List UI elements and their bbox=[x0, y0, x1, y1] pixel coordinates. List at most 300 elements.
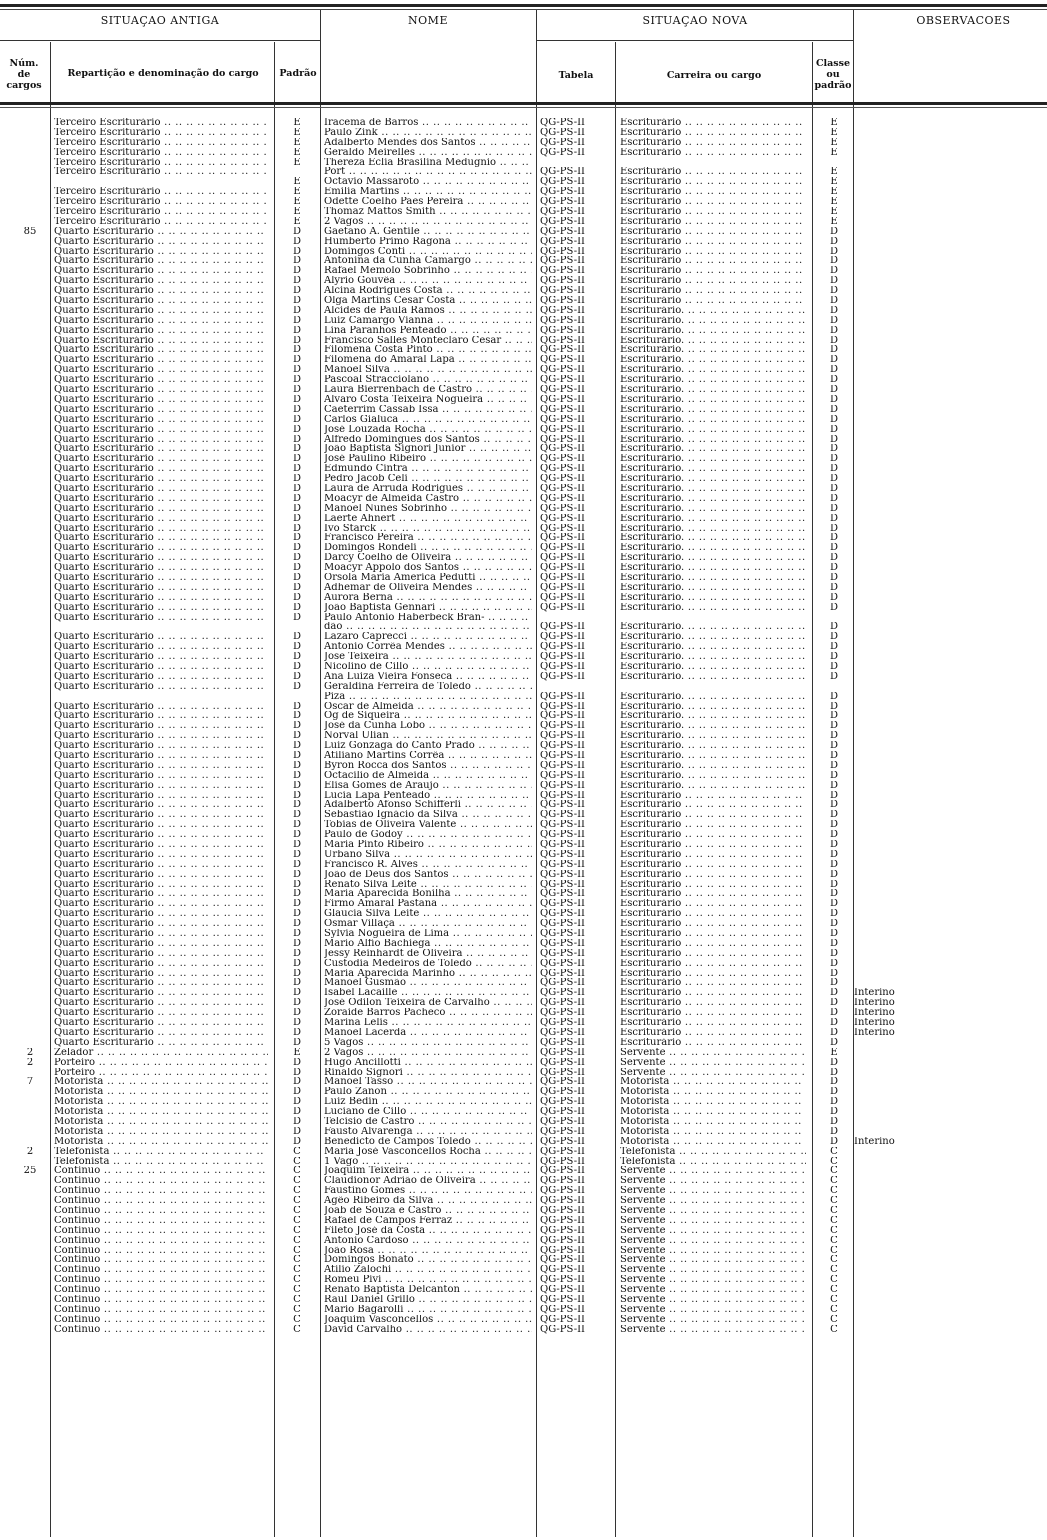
cell-classe: D bbox=[829, 701, 839, 712]
cell-nome: Rafael de Campos Ferraz .. .. bbox=[324, 1216, 532, 1226]
cell-nome: João de Deus dos Santos .. .. bbox=[324, 870, 532, 880]
header-situacao-nova: SITUAÇAO NOVA bbox=[642, 14, 748, 27]
table-row bbox=[0, 514, 1047, 524]
cell-nome: Fausto Alvarenga .. .. bbox=[324, 1127, 532, 1137]
cell-classe: D bbox=[829, 978, 839, 989]
cell-padrao: D bbox=[292, 1067, 302, 1078]
cell-tabela: QG-PS-II bbox=[540, 1196, 585, 1207]
cell-carreira: Motorista .. .. bbox=[620, 1127, 806, 1137]
table-row bbox=[0, 1058, 1047, 1068]
table-row bbox=[0, 889, 1047, 899]
cell-carreira: Escriturário .. .. bbox=[620, 256, 806, 266]
cell-cargo: Quarto Escriturário .. .. bbox=[54, 365, 268, 375]
cell-cargo: Quarto Escriturário .. .. bbox=[54, 840, 268, 850]
cell-tabela: QG-PS-II bbox=[540, 1166, 585, 1177]
cell-carreira: Escriturário .. .. bbox=[620, 800, 806, 810]
cell-nome: Gaetano A. Gentile .. .. bbox=[324, 227, 532, 237]
cell-carreira: Servente .. .. bbox=[620, 1226, 806, 1236]
cell-carreira: Escriturário. .. .. bbox=[620, 365, 806, 375]
cell-tabela: QG-PS-II bbox=[540, 691, 585, 702]
table-row bbox=[0, 563, 1047, 573]
cell-padrao: D bbox=[292, 968, 302, 979]
cell-nome: Sebastião Ignácio da Silva .. .. bbox=[324, 810, 532, 820]
cell-padrao: D bbox=[292, 236, 302, 247]
cell-cargo: Quarto Escriturário .. .. bbox=[54, 741, 268, 751]
cell-nome: Manoel Silva .. .. bbox=[324, 365, 532, 375]
cell-padrao: D bbox=[292, 355, 302, 366]
cell-padrao: D bbox=[292, 919, 302, 930]
cell-carreira: Escriturário .. .. bbox=[620, 889, 806, 899]
cell-classe: D bbox=[829, 948, 839, 959]
cell-padrao: D bbox=[292, 642, 302, 653]
cell-nome: Adalberto Mendes dos Santos .. .. bbox=[324, 138, 532, 148]
cell-nome: Alcina Rodrigues Costa .. .. bbox=[324, 286, 532, 296]
cell-cargo: Terceiro Escriturário .. .. bbox=[54, 148, 268, 158]
cell-classe: D bbox=[829, 790, 839, 801]
cell-carreira: Motorista .. .. bbox=[620, 1097, 806, 1107]
cell-tabela: QG-PS-II bbox=[540, 216, 585, 227]
cell-nome: Filomena Costa Pinto .. .. bbox=[324, 345, 532, 355]
cell-cargo: Quarto Escriturário .. .. bbox=[54, 227, 268, 237]
cell-cargo: Porteiro .. .. bbox=[54, 1058, 268, 1068]
cell-padrao: D bbox=[292, 256, 302, 267]
cell-nome: Joaquim Teixeira .. .. bbox=[324, 1166, 532, 1176]
cell-carreira: Servente .. .. bbox=[620, 1186, 806, 1196]
table-row bbox=[0, 949, 1047, 959]
table-row bbox=[0, 425, 1047, 435]
cell-padrao: C bbox=[293, 1166, 301, 1177]
cell-tabela: QG-PS-II bbox=[540, 414, 585, 425]
cell-cargo: Terceiro Escriturário .. .. bbox=[54, 197, 268, 207]
cell-cargo: Continuo .. .. bbox=[54, 1255, 268, 1265]
cell-num-cargos: 25 bbox=[23, 1166, 37, 1177]
table-row bbox=[0, 395, 1047, 405]
table-row bbox=[0, 1166, 1047, 1176]
cell-nome: Emilia Martins .. .. bbox=[324, 187, 532, 197]
cell-padrao: D bbox=[292, 286, 302, 297]
cell-classe: D bbox=[829, 671, 839, 682]
cell-classe: D bbox=[829, 355, 839, 366]
cell-tabela: QG-PS-II bbox=[540, 493, 585, 504]
cell-nome: Caeterrim Cassab Issa .. .. bbox=[324, 405, 532, 415]
cell-classe: C bbox=[830, 1235, 838, 1246]
header-divider-right bbox=[536, 40, 854, 41]
cell-padrao: E bbox=[293, 216, 301, 227]
cell-tabela: QG-PS-II bbox=[540, 1008, 585, 1019]
cell-tabela: QG-PS-II bbox=[540, 345, 585, 356]
cell-padrao: D bbox=[292, 1107, 302, 1118]
cell-tabela: QG-PS-II bbox=[540, 661, 585, 672]
table-row bbox=[0, 1176, 1047, 1186]
cell-nome: Manoel Gusmão .. .. bbox=[324, 978, 532, 988]
header-num-cargos bbox=[0, 58, 48, 91]
cell-cargo: Telefonista .. .. bbox=[54, 1157, 268, 1167]
table-row bbox=[0, 444, 1047, 454]
cell-classe: D bbox=[829, 533, 839, 544]
cell-tabela: QG-PS-II bbox=[540, 256, 585, 267]
table-row bbox=[0, 1117, 1047, 1127]
cell-carreira: Motorista .. .. bbox=[620, 1107, 806, 1117]
cell-cargo: Motorista .. .. bbox=[54, 1107, 268, 1117]
cell-classe: D bbox=[829, 632, 839, 643]
cell-carreira: Servente .. .. bbox=[620, 1285, 806, 1295]
cell-nome: Glaucia Silva Leite .. .. bbox=[324, 909, 532, 919]
cell-padrao: D bbox=[292, 948, 302, 959]
cell-classe: D bbox=[829, 226, 839, 237]
cell-nome: Paulo Zink .. .. bbox=[324, 128, 532, 138]
cell-tabela: QG-PS-II bbox=[540, 592, 585, 603]
cell-classe: D bbox=[829, 414, 839, 425]
cell-cargo: Quarto Escriturário .. .. bbox=[54, 375, 268, 385]
cell-nome: Adalberto Afonso Schifferli .. .. bbox=[324, 800, 532, 810]
cell-padrao: D bbox=[292, 929, 302, 940]
cell-num-cargos: 7 bbox=[26, 1077, 34, 1088]
cell-tabela: QG-PS-II bbox=[540, 335, 585, 346]
cell-carreira: Escriturário. .. .. bbox=[620, 632, 806, 642]
table-row bbox=[0, 167, 1047, 177]
table-row bbox=[0, 781, 1047, 791]
cell-classe: D bbox=[829, 543, 839, 554]
cell-carreira: Escriturário. .. .. bbox=[620, 761, 806, 771]
cell-classe: D bbox=[829, 849, 839, 860]
cell-padrao: D bbox=[292, 1027, 302, 1038]
cell-nome: Alfredo Domingues dos Santos .. .. bbox=[324, 435, 532, 445]
table-row bbox=[0, 1186, 1047, 1196]
cell-padrao: D bbox=[292, 434, 302, 445]
table-row bbox=[0, 118, 1047, 128]
cell-padrao: D bbox=[292, 840, 302, 851]
cell-classe: D bbox=[829, 642, 839, 653]
cell-carreira: Escriturário. .. .. bbox=[620, 692, 806, 702]
cell-tabela: QG-PS-II bbox=[540, 543, 585, 554]
cell-cargo: Quarto Escriturário .. .. bbox=[54, 385, 268, 395]
cell-classe: D bbox=[829, 780, 839, 791]
table-row bbox=[0, 830, 1047, 840]
cell-classe: C bbox=[830, 1275, 838, 1286]
table-row bbox=[0, 533, 1047, 543]
table-row bbox=[0, 1305, 1047, 1315]
header-classe-line1: Classe bbox=[815, 58, 851, 69]
table-row bbox=[0, 286, 1047, 296]
table-row bbox=[0, 613, 1047, 623]
cell-classe: D bbox=[829, 305, 839, 316]
cell-tabela: QG-PS-II bbox=[540, 483, 585, 494]
cell-tabela: QG-PS-II bbox=[540, 1275, 585, 1286]
table-row bbox=[0, 1206, 1047, 1216]
cell-cargo: Continuo .. .. bbox=[54, 1305, 268, 1315]
cell-nome: Atilio Zalochi .. .. bbox=[324, 1265, 532, 1275]
cell-nome: José Odilon Teixeira de Carvalho .. .. bbox=[324, 998, 532, 1008]
header-padrao: Padrão bbox=[279, 68, 317, 79]
cell-cargo: Quarto Escriturário .. .. bbox=[54, 543, 268, 553]
cell-classe: D bbox=[829, 830, 839, 841]
cell-padrao: D bbox=[292, 1136, 302, 1147]
cell-carreira: Escriturário. .. .. bbox=[620, 454, 806, 464]
cell-classe: D bbox=[829, 1107, 839, 1118]
cell-nome: Paulo de Godoy .. .. bbox=[324, 830, 532, 840]
cell-classe: E bbox=[830, 177, 838, 188]
cell-classe: D bbox=[829, 1057, 839, 1068]
cell-classe: D bbox=[829, 592, 839, 603]
cell-cargo: Quarto Escriturário .. .. bbox=[54, 721, 268, 731]
cell-cargo: Quarto Escriturário .. .. bbox=[54, 553, 268, 563]
cell-tabela: QG-PS-II bbox=[540, 315, 585, 326]
cell-carreira: Escriturário. .. .. bbox=[620, 751, 806, 761]
cell-tabela: QG-PS-II bbox=[540, 1116, 585, 1127]
table-row bbox=[0, 474, 1047, 484]
cell-cargo: Quarto Escriturário .. .. bbox=[54, 573, 268, 583]
cell-classe: D bbox=[829, 365, 839, 376]
cell-nome: Piza .. .. bbox=[324, 692, 532, 702]
cell-padrao: D bbox=[292, 721, 302, 732]
cell-tabela: QG-PS-II bbox=[540, 365, 585, 376]
cell-classe: D bbox=[829, 879, 839, 890]
table-row bbox=[0, 702, 1047, 712]
cell-classe: D bbox=[829, 563, 839, 574]
cell-padrao: D bbox=[292, 1077, 302, 1088]
cell-padrao: D bbox=[292, 454, 302, 465]
cell-padrao: D bbox=[292, 226, 302, 237]
table-row bbox=[0, 1325, 1047, 1335]
table-row bbox=[0, 365, 1047, 375]
cell-cargo: Quarto Escriturário .. .. bbox=[54, 425, 268, 435]
cell-cargo: Quarto Escriturário .. .. bbox=[54, 276, 268, 286]
cell-nome: Urbano Silva .. .. bbox=[324, 850, 532, 860]
cell-nome: Joab de Souza e Castro .. .. bbox=[324, 1206, 532, 1216]
cell-classe: D bbox=[829, 315, 839, 326]
cell-nome: Maria Aparecida Marinho .. .. bbox=[324, 969, 532, 979]
cell-classe: D bbox=[829, 968, 839, 979]
cell-classe: D bbox=[829, 731, 839, 742]
cell-carreira: Escriturário. .. .. bbox=[620, 395, 806, 405]
cell-nome: João Rosa .. .. bbox=[324, 1246, 532, 1256]
cell-tabela: QG-PS-II bbox=[540, 919, 585, 930]
cell-nome: Iracema de Barros .. .. bbox=[324, 118, 532, 128]
cell-classe: D bbox=[829, 711, 839, 722]
cell-classe: D bbox=[829, 385, 839, 396]
table-row bbox=[0, 1087, 1047, 1097]
table-row bbox=[0, 870, 1047, 880]
table-row bbox=[0, 800, 1047, 810]
cell-classe: D bbox=[829, 503, 839, 514]
cell-cargo: Porteiro .. .. bbox=[54, 1068, 268, 1078]
table-row bbox=[0, 464, 1047, 474]
table-row bbox=[0, 939, 1047, 949]
table-row bbox=[0, 1077, 1047, 1087]
cell-classe: D bbox=[829, 1077, 839, 1088]
cell-cargo: Continuo .. .. bbox=[54, 1265, 268, 1275]
cell-cargo: Motorista .. .. bbox=[54, 1117, 268, 1127]
cell-tabela: QG-PS-II bbox=[540, 1047, 585, 1058]
cell-cargo: Quarto Escriturário .. .. bbox=[54, 949, 268, 959]
cell-classe: D bbox=[829, 483, 839, 494]
cell-nome: Octavio Massaroto .. .. bbox=[324, 177, 532, 187]
cell-cargo: Zelador .. .. bbox=[54, 1048, 268, 1058]
cell-carreira: Escriturário .. .. bbox=[620, 286, 806, 296]
cell-tabela: QG-PS-II bbox=[540, 1018, 585, 1029]
cell-classe: D bbox=[829, 869, 839, 880]
cell-tabela: QG-PS-II bbox=[540, 1324, 585, 1335]
table-row bbox=[0, 1127, 1047, 1137]
table-row bbox=[0, 1295, 1047, 1305]
cell-padrao: D bbox=[292, 503, 302, 514]
cell-padrao: E bbox=[293, 177, 301, 188]
cell-classe: D bbox=[829, 859, 839, 870]
cell-cargo: Continuo .. .. bbox=[54, 1275, 268, 1285]
cell-padrao: C bbox=[293, 1156, 301, 1167]
table-row bbox=[0, 1216, 1047, 1226]
cell-padrao: E bbox=[293, 147, 301, 158]
header-classe-line3: padrão bbox=[814, 80, 852, 91]
table-row bbox=[0, 158, 1047, 168]
cell-tabela: QG-PS-II bbox=[540, 286, 585, 297]
table-row bbox=[0, 751, 1047, 761]
cell-carreira: Escriturário .. .. bbox=[620, 197, 806, 207]
cell-classe: C bbox=[830, 1314, 838, 1325]
cell-cargo: Quarto Escriturário .. .. bbox=[54, 395, 268, 405]
cell-nome: Laerte Ahnert .. .. bbox=[324, 514, 532, 524]
cell-cargo: Quarto Escriturário .. .. bbox=[54, 959, 268, 969]
cell-padrao: D bbox=[292, 681, 302, 692]
cell-nome: Adhemar de Oliveira Mendes .. .. bbox=[324, 583, 532, 593]
cell-tabela: QG-PS-II bbox=[540, 305, 585, 316]
cell-carreira: Escriturário .. .. bbox=[620, 207, 806, 217]
cell-nome: Pedro Jacob Celi .. .. bbox=[324, 474, 532, 484]
cell-tabela: QG-PS-II bbox=[540, 988, 585, 999]
cell-carreira: Servente .. .. bbox=[620, 1048, 806, 1058]
header-reparticao: Repartição e denominação do cargo bbox=[67, 68, 259, 79]
cell-carreira: Escriturário. .. .. bbox=[620, 533, 806, 543]
cell-carreira: Escriturário .. .. bbox=[620, 1028, 806, 1038]
cell-observacoes: Interino bbox=[854, 1008, 895, 1019]
table-row bbox=[0, 711, 1047, 721]
table-row bbox=[0, 276, 1047, 286]
cell-padrao: D bbox=[292, 612, 302, 623]
cell-cargo: Motorista .. .. bbox=[54, 1127, 268, 1137]
cell-padrao: D bbox=[292, 849, 302, 860]
cell-padrao: D bbox=[292, 988, 302, 999]
cell-nome: Olga Martins Cesar Costa .. .. bbox=[324, 296, 532, 306]
cell-cargo: Quarto Escriturário .. .. bbox=[54, 939, 268, 949]
cell-tabela: QG-PS-II bbox=[540, 998, 585, 1009]
cell-classe: D bbox=[829, 464, 839, 475]
cell-classe: C bbox=[830, 1156, 838, 1167]
cell-carreira: Escriturário. .. .. bbox=[620, 444, 806, 454]
table-row bbox=[0, 1038, 1047, 1048]
cell-cargo: Terceiro Escriturário .. .. bbox=[54, 217, 268, 227]
table-row bbox=[0, 316, 1047, 326]
cell-classe: D bbox=[829, 800, 839, 811]
cell-padrao: C bbox=[293, 1245, 301, 1256]
table-row bbox=[0, 1107, 1047, 1117]
cell-carreira: Servente .. .. bbox=[620, 1315, 806, 1325]
table-row bbox=[0, 880, 1047, 890]
cell-cargo: Quarto Escriturário .. .. bbox=[54, 632, 268, 642]
cell-carreira: Escriturário .. .. bbox=[620, 237, 806, 247]
cell-classe: D bbox=[829, 820, 839, 831]
table-row bbox=[0, 128, 1047, 138]
header-num-line3: cargos bbox=[6, 80, 42, 91]
cell-cargo: Quarto Escriturário .. .. bbox=[54, 296, 268, 306]
cell-carreira: Escriturário. .. .. bbox=[620, 474, 806, 484]
cell-classe: E bbox=[830, 167, 838, 178]
cell-carreira: Escriturário .. .. bbox=[620, 820, 806, 830]
table-row bbox=[0, 1285, 1047, 1295]
cell-padrao: D bbox=[292, 246, 302, 257]
cell-padrao: D bbox=[292, 602, 302, 613]
cell-carreira: Escriturário. .. .. bbox=[620, 741, 806, 751]
cell-classe: D bbox=[829, 1018, 839, 1029]
cell-nome: Renato Baptista Delcanton .. .. bbox=[324, 1285, 532, 1295]
cell-nome: Francisco R. Alves .. .. bbox=[324, 860, 532, 870]
cell-padrao: D bbox=[292, 780, 302, 791]
cell-classe: D bbox=[829, 335, 839, 346]
cell-cargo: Quarto Escriturário .. .. bbox=[54, 533, 268, 543]
cell-classe: D bbox=[829, 375, 839, 386]
cell-cargo: Quarto Escriturário .. .. bbox=[54, 326, 268, 336]
cell-carreira: Escriturário .. .. bbox=[620, 148, 806, 158]
cell-classe: D bbox=[829, 760, 839, 771]
table-row bbox=[0, 524, 1047, 534]
table-row bbox=[0, 247, 1047, 257]
cell-tabela: QG-PS-II bbox=[540, 622, 585, 633]
cell-tabela: QG-PS-II bbox=[540, 503, 585, 514]
cell-cargo: Quarto Escriturário .. .. bbox=[54, 306, 268, 316]
cell-cargo: Quarto Escriturário .. .. bbox=[54, 524, 268, 534]
cell-classe: D bbox=[829, 582, 839, 593]
cell-tabela: QG-PS-II bbox=[540, 632, 585, 643]
cell-tabela: QG-PS-II bbox=[540, 909, 585, 920]
cell-padrao: D bbox=[292, 830, 302, 841]
cell-nome: Pascoal Stracciolano .. .. bbox=[324, 375, 532, 385]
cell-nome: Edmundo Cintra .. .. bbox=[324, 464, 532, 474]
cell-tabela: QG-PS-II bbox=[540, 1294, 585, 1305]
cell-tabela: QG-PS-II bbox=[540, 820, 585, 831]
cell-classe: E bbox=[830, 127, 838, 138]
cell-tabela: QG-PS-II bbox=[540, 1285, 585, 1296]
cell-nome: Port .. .. bbox=[324, 167, 532, 177]
cell-tabela: QG-PS-II bbox=[540, 849, 585, 860]
cell-carreira: Motorista .. .. bbox=[620, 1087, 806, 1097]
cell-cargo: Continuo .. .. bbox=[54, 1325, 268, 1335]
cell-padrao: D bbox=[292, 810, 302, 821]
cell-carreira: Escriturário .. .. bbox=[620, 296, 806, 306]
table-row bbox=[0, 820, 1047, 830]
cell-tabela: QG-PS-II bbox=[540, 731, 585, 742]
cell-tabela: QG-PS-II bbox=[540, 889, 585, 900]
cell-cargo: Quarto Escriturário .. .. bbox=[54, 791, 268, 801]
cell-carreira: Escriturário. .. .. bbox=[620, 385, 806, 395]
cell-padrao: E bbox=[293, 137, 301, 148]
cell-classe: D bbox=[829, 474, 839, 485]
cell-nome: 2 Vagos .. .. bbox=[324, 217, 532, 227]
cell-tabela: QG-PS-II bbox=[540, 1097, 585, 1108]
cell-carreira: Motorista .. .. bbox=[620, 1117, 806, 1127]
table-row bbox=[0, 959, 1047, 969]
cell-carreira: Escriturário .. .. bbox=[620, 909, 806, 919]
table-row bbox=[0, 573, 1047, 583]
cell-carreira: Escriturário. .. .. bbox=[620, 435, 806, 445]
cell-nome: Rinaldo Signori .. .. bbox=[324, 1068, 532, 1078]
cell-tabela: QG-PS-II bbox=[540, 1186, 585, 1197]
cell-nome: Osmar Villaça .. .. bbox=[324, 919, 532, 929]
cell-cargo: Quarto Escriturário .. .. bbox=[54, 731, 268, 741]
cell-classe: D bbox=[829, 661, 839, 672]
cell-nome: Paulo Zanon .. .. bbox=[324, 1087, 532, 1097]
cell-padrao: D bbox=[292, 800, 302, 811]
table-row bbox=[0, 494, 1047, 504]
cell-carreira: Escriturário .. .. bbox=[620, 988, 806, 998]
